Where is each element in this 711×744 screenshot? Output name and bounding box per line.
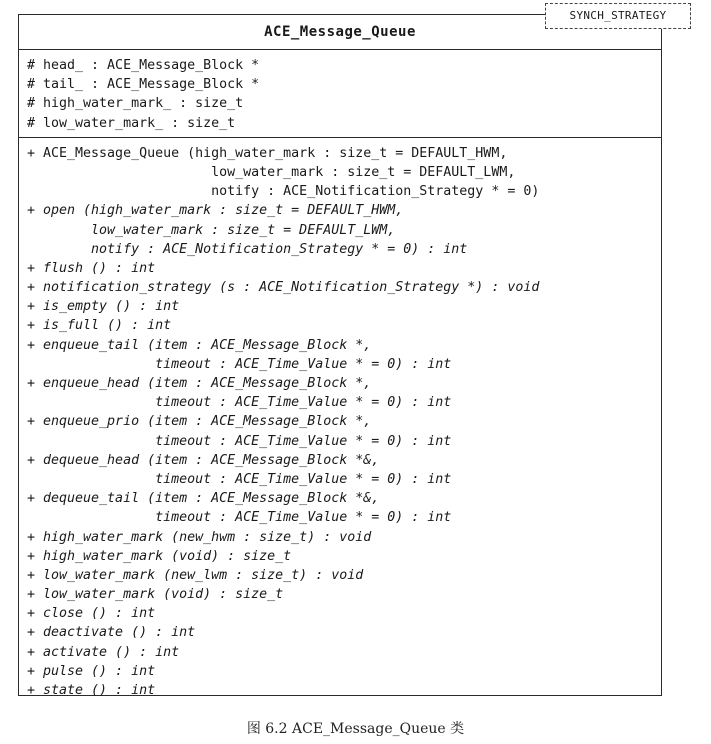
operation-line: + open (high_water_mark : size_t = DEFAULT_HWM, [27, 203, 404, 219]
operation-line: + is_full () : int [27, 318, 172, 334]
uml-class-box [18, 14, 662, 696]
operation-line: + high_water_mark (new_hwm : size_t) : void [27, 529, 372, 545]
operation-line: + low_water_mark (new_lwm : size_t) : void [27, 567, 364, 583]
attribute-line: # high_water_mark_ : size_t [27, 96, 244, 112]
operation-line: + is_empty () : int [27, 299, 180, 315]
attribute-line: # low_water_mark_ : size_t [27, 115, 236, 131]
operation-line: + deactivate () : int [27, 625, 196, 641]
operation-line: notify : ACE_Notification_Strategy * = 0) [27, 184, 540, 200]
operation-line: + dequeue_head (item : ACE_Message_Block *&, [27, 452, 380, 468]
attributes-compartment [19, 50, 661, 138]
operation-line: timeout : ACE_Time_Value * = 0) : int [27, 395, 452, 411]
operation-line: + state () : int [27, 683, 156, 698]
operation-line: low_water_mark : size_t = DEFAULT_LWM, [27, 222, 396, 238]
operation-line: + activate () : int [27, 644, 180, 660]
operation-line: + ACE_Message_Queue (high_water_mark : size_t = DEFAULT_HWM, [27, 145, 508, 161]
operation-line: + enqueue_prio (item : ACE_Message_Block *, [27, 414, 372, 430]
operation-line: timeout : ACE_Time_Value * = 0) : int [27, 433, 452, 449]
template-parameter-box: SYNCH_STRATEGY [545, 3, 691, 29]
operation-line: + high_water_mark (void) : size_t [27, 548, 292, 564]
operation-line: + enqueue_tail (item : ACE_Message_Block *, [27, 337, 372, 353]
operations-compartment [19, 138, 661, 706]
operation-line: + enqueue_head (item : ACE_Message_Block *, [27, 376, 372, 391]
operation-line: notify : ACE_Notification_Strategy * = 0) : int [27, 241, 468, 257]
operation-line: timeout : ACE_Time_Value * = 0) : int [27, 356, 452, 372]
figure-caption: 图 6.2 ACE_Message_Queue 类 [246, 721, 465, 737]
attribute-line: # tail_ : ACE_Message_Block * [27, 77, 260, 93]
operation-line: + low_water_mark (void) : size_t [27, 587, 284, 603]
operation-line: low_water_mark : size_t = DEFAULT_LWM, [27, 164, 516, 180]
operation-line: + flush () : int [27, 260, 156, 276]
operation-line: timeout : ACE_Time_Value * = 0) : int [27, 471, 452, 487]
operation-line: timeout : ACE_Time_Value * = 0) : int [27, 510, 452, 526]
operation-line: + close () : int [27, 606, 156, 622]
operation-line: + dequeue_tail (item : ACE_Message_Block *&, [27, 491, 380, 507]
class-name: ACE_Message_Queue [19, 15, 661, 50]
operation-line: + notification_strategy (s : ACE_Notification_Strategy *) : void [27, 280, 540, 296]
attribute-line: # head_ : ACE_Message_Block * [27, 58, 260, 73]
operation-line: + pulse () : int [27, 663, 156, 679]
